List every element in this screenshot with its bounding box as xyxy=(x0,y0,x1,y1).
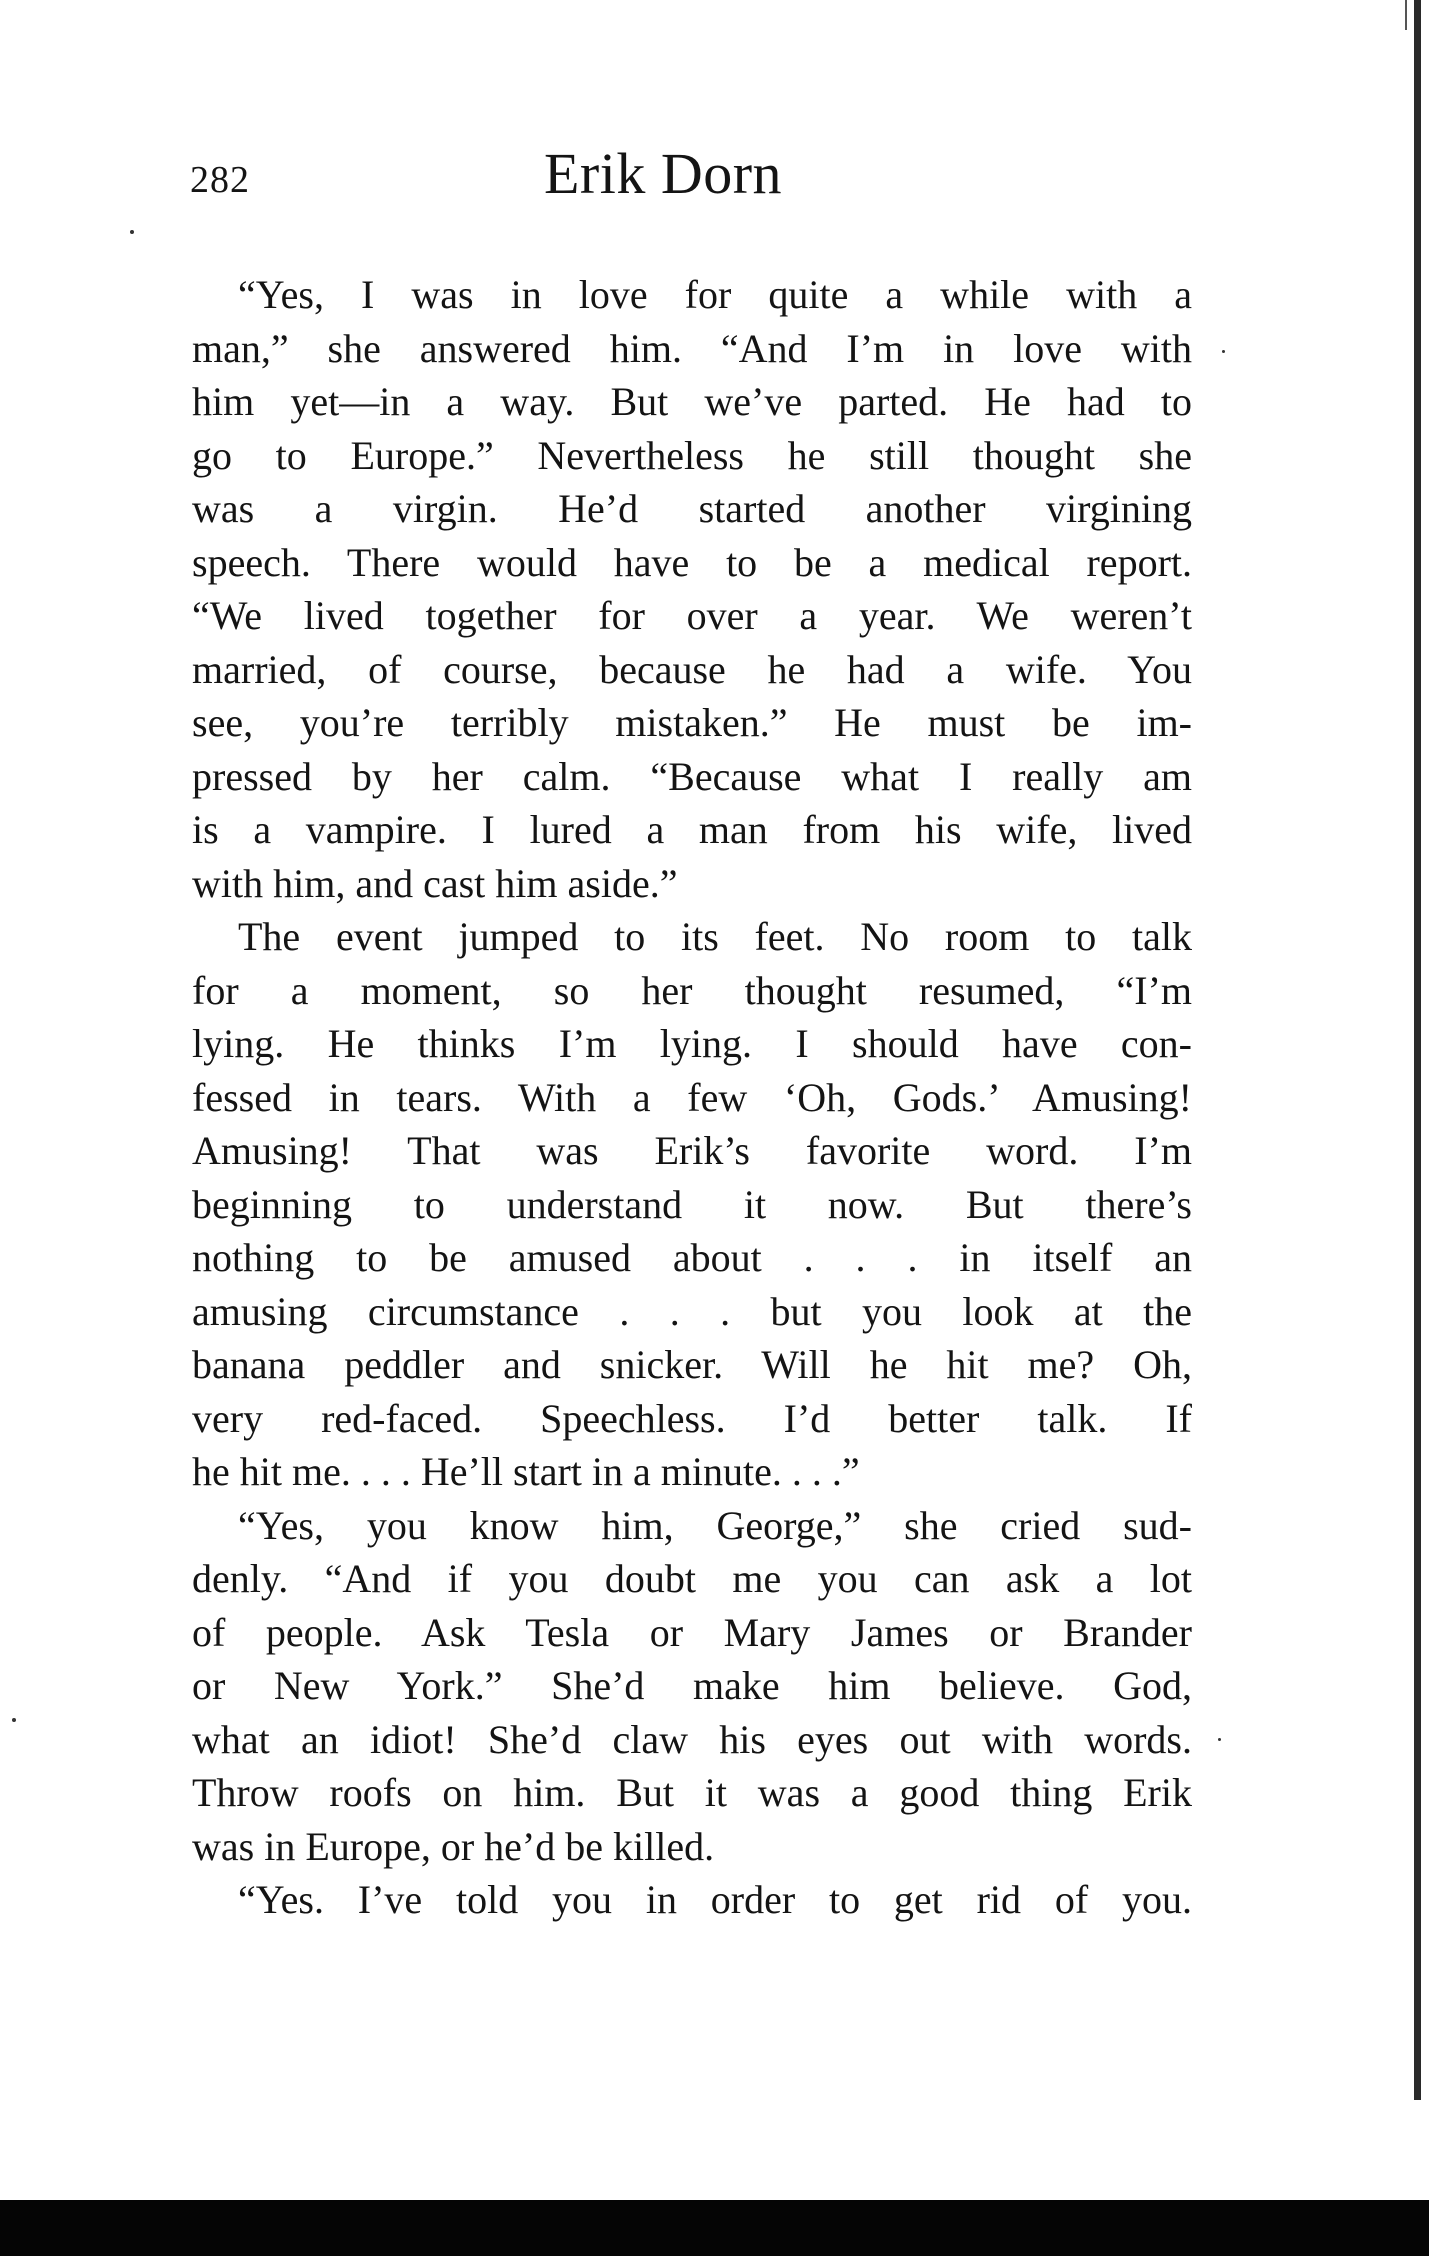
running-head xyxy=(190,140,1190,220)
text-line: see, you’re terribly mistaken.” He must be im- xyxy=(192,700,1192,745)
text-line: him yet—in a way. But we’ve parted. He had to xyxy=(192,379,1192,424)
text-line: fessed in tears. With a few ‘Oh, Gods.’ Amusing! xyxy=(192,1074,1192,1120)
scan-speck xyxy=(130,230,134,234)
text-line: very red-faced. Speechless. I’d better talk. If xyxy=(192,1395,1192,1441)
text-line: banana peddler and snicker. Will he hit me? Oh, xyxy=(192,1342,1192,1387)
text-line: was a virgin. He’d started another virgining xyxy=(192,486,1192,531)
text-line: speech. There would have to be a medical report. xyxy=(192,539,1192,585)
text-line: “Yes, you know him, George,” she cried sud- xyxy=(238,1502,1192,1548)
text-line: beginning to understand it now. But there’s xyxy=(192,1181,1192,1227)
text-line: or New York.” She’d make him believe. God, xyxy=(192,1663,1192,1708)
text-line: The event jumped to its feet. No room to talk xyxy=(238,914,1192,959)
page-number: 282 xyxy=(190,159,250,201)
scan-speck xyxy=(1222,350,1225,353)
page-edge-shadow xyxy=(1414,0,1421,2100)
text-line: Throw roofs on him. But it was a good thing Erik xyxy=(192,1770,1192,1815)
text-line: lying. He thinks I’m lying. I should have con- xyxy=(192,1021,1192,1066)
scan-speck xyxy=(1218,1738,1221,1741)
scan-bottom-edge xyxy=(0,2200,1429,2256)
text-line: denly. “And if you doubt me you can ask a lot xyxy=(192,1556,1192,1601)
text-line: Amusing! That was Erik’s favorite word. I’m xyxy=(192,1128,1192,1173)
text-line: “We lived together for over a year. We weren’t xyxy=(192,593,1192,638)
page-edge-mark xyxy=(1405,0,1407,30)
text-line: married, of course, because he had a wife. You xyxy=(192,646,1192,692)
body-text xyxy=(192,268,1192,1927)
text-line: go to Europe.” Nevertheless he still thought she xyxy=(192,432,1192,478)
text-line: “Yes, I was in love for quite a while with a xyxy=(238,272,1192,317)
text-line: “Yes. I’ve told you in order to get rid of you. xyxy=(238,1877,1192,1922)
text-line: nothing to be amused about . . . in itself an xyxy=(192,1235,1192,1280)
text-line: man,” she answered him. “And I’m in love with xyxy=(192,325,1192,371)
text-line: is a vampire. I lured a man from his wife, lived xyxy=(192,807,1192,852)
text-line: was in Europe, or he’d be killed. xyxy=(192,1823,715,1869)
text-line: amusing circumstance . . . but you look at the xyxy=(192,1288,1192,1334)
text-line: of people. Ask Tesla or Mary James or Brander xyxy=(192,1609,1192,1655)
text-line: what an idiot! She’d claw his eyes out with words. xyxy=(192,1716,1192,1762)
text-line: pressed by her calm. “Because what I really am xyxy=(192,753,1192,799)
scan-speck xyxy=(12,1718,16,1722)
text-line: with him, and cast him aside.” xyxy=(192,860,678,906)
book-title: Erik Dorn xyxy=(544,141,783,206)
text-line: for a moment, so her thought resumed, “I’m xyxy=(192,967,1192,1013)
text-line: he hit me. . . . He’ll start in a minute. . . .” xyxy=(192,1449,860,1494)
